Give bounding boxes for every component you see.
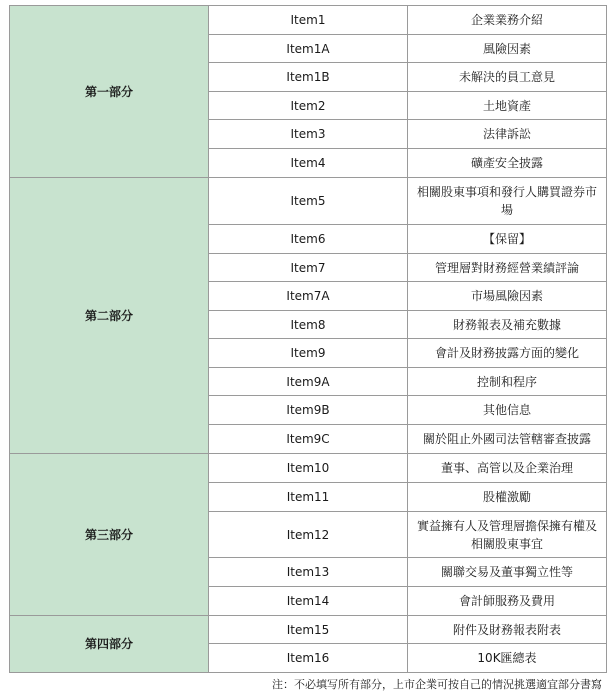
items-table bbox=[9, 5, 607, 673]
item-description: 【保留】 bbox=[408, 225, 607, 254]
item-code: Item12 bbox=[209, 512, 408, 558]
item-code: Item3 bbox=[209, 120, 408, 149]
item-code: Item14 bbox=[209, 587, 408, 616]
item-code: Item9A bbox=[209, 368, 408, 396]
item-description: 會計師服務及費用 bbox=[408, 587, 607, 616]
item-code: Item6 bbox=[209, 225, 408, 254]
item-code: Item9 bbox=[209, 339, 408, 368]
part-label: 第四部分 bbox=[10, 616, 209, 673]
table-row bbox=[10, 6, 607, 35]
footnote: 注：不必填写所有部分，上市企業可按自己的情況挑選適宜部分書寫 bbox=[272, 678, 602, 691]
item-code: Item1B bbox=[209, 63, 408, 92]
item-code: Item9C bbox=[209, 425, 408, 454]
item-description: 財務報表及補充數據 bbox=[408, 311, 607, 339]
item-code: Item1A bbox=[209, 35, 408, 63]
item-description: 關聯交易及董事獨立性等 bbox=[408, 558, 607, 587]
item-code: Item13 bbox=[209, 558, 408, 587]
part-label: 第一部分 bbox=[10, 6, 209, 178]
item-code: Item7A bbox=[209, 282, 408, 311]
table-row bbox=[10, 616, 607, 644]
item-description: 關於阻止外國司法管轄審查披露 bbox=[408, 425, 607, 454]
table-row bbox=[10, 178, 607, 225]
item-description: 市場風險因素 bbox=[408, 282, 607, 311]
item-code: Item10 bbox=[209, 454, 408, 483]
item-description: 董事、高管以及企業治理 bbox=[408, 454, 607, 483]
item-description: 10K匯總表 bbox=[408, 644, 607, 673]
item-code: Item1 bbox=[209, 6, 408, 35]
table-row bbox=[10, 454, 607, 483]
part-label: 第三部分 bbox=[10, 454, 209, 616]
item-description: 股權激勵 bbox=[408, 483, 607, 512]
item-description: 其他信息 bbox=[408, 396, 607, 425]
item-code: Item15 bbox=[209, 616, 408, 644]
item-code: Item2 bbox=[209, 92, 408, 120]
item-description: 未解決的員工意見 bbox=[408, 63, 607, 92]
item-description: 企業業務介紹 bbox=[408, 6, 607, 35]
item-code: Item16 bbox=[209, 644, 408, 673]
item-code: Item8 bbox=[209, 311, 408, 339]
part-label: 第二部分 bbox=[10, 178, 209, 454]
item-code: Item7 bbox=[209, 254, 408, 282]
item-description: 法律訴訟 bbox=[408, 120, 607, 149]
item-code: Item5 bbox=[209, 178, 408, 225]
item-code: Item11 bbox=[209, 483, 408, 512]
item-description: 會計及財務披露方面的變化 bbox=[408, 339, 607, 368]
item-description: 實益擁有人及管理層擔保擁有權及相關股東事宜 bbox=[408, 512, 607, 558]
item-description: 礦產安全披露 bbox=[408, 149, 607, 178]
item-code: Item9B bbox=[209, 396, 408, 425]
item-code: Item4 bbox=[209, 149, 408, 178]
item-description: 風險因素 bbox=[408, 35, 607, 63]
item-description: 相關股東事項和發行人購買證券市場 bbox=[408, 178, 607, 225]
item-description: 管理層對財務經營業績評論 bbox=[408, 254, 607, 282]
item-description: 控制和程序 bbox=[408, 368, 607, 396]
item-description: 附件及財務報表附表 bbox=[408, 616, 607, 644]
item-description: 土地資產 bbox=[408, 92, 607, 120]
